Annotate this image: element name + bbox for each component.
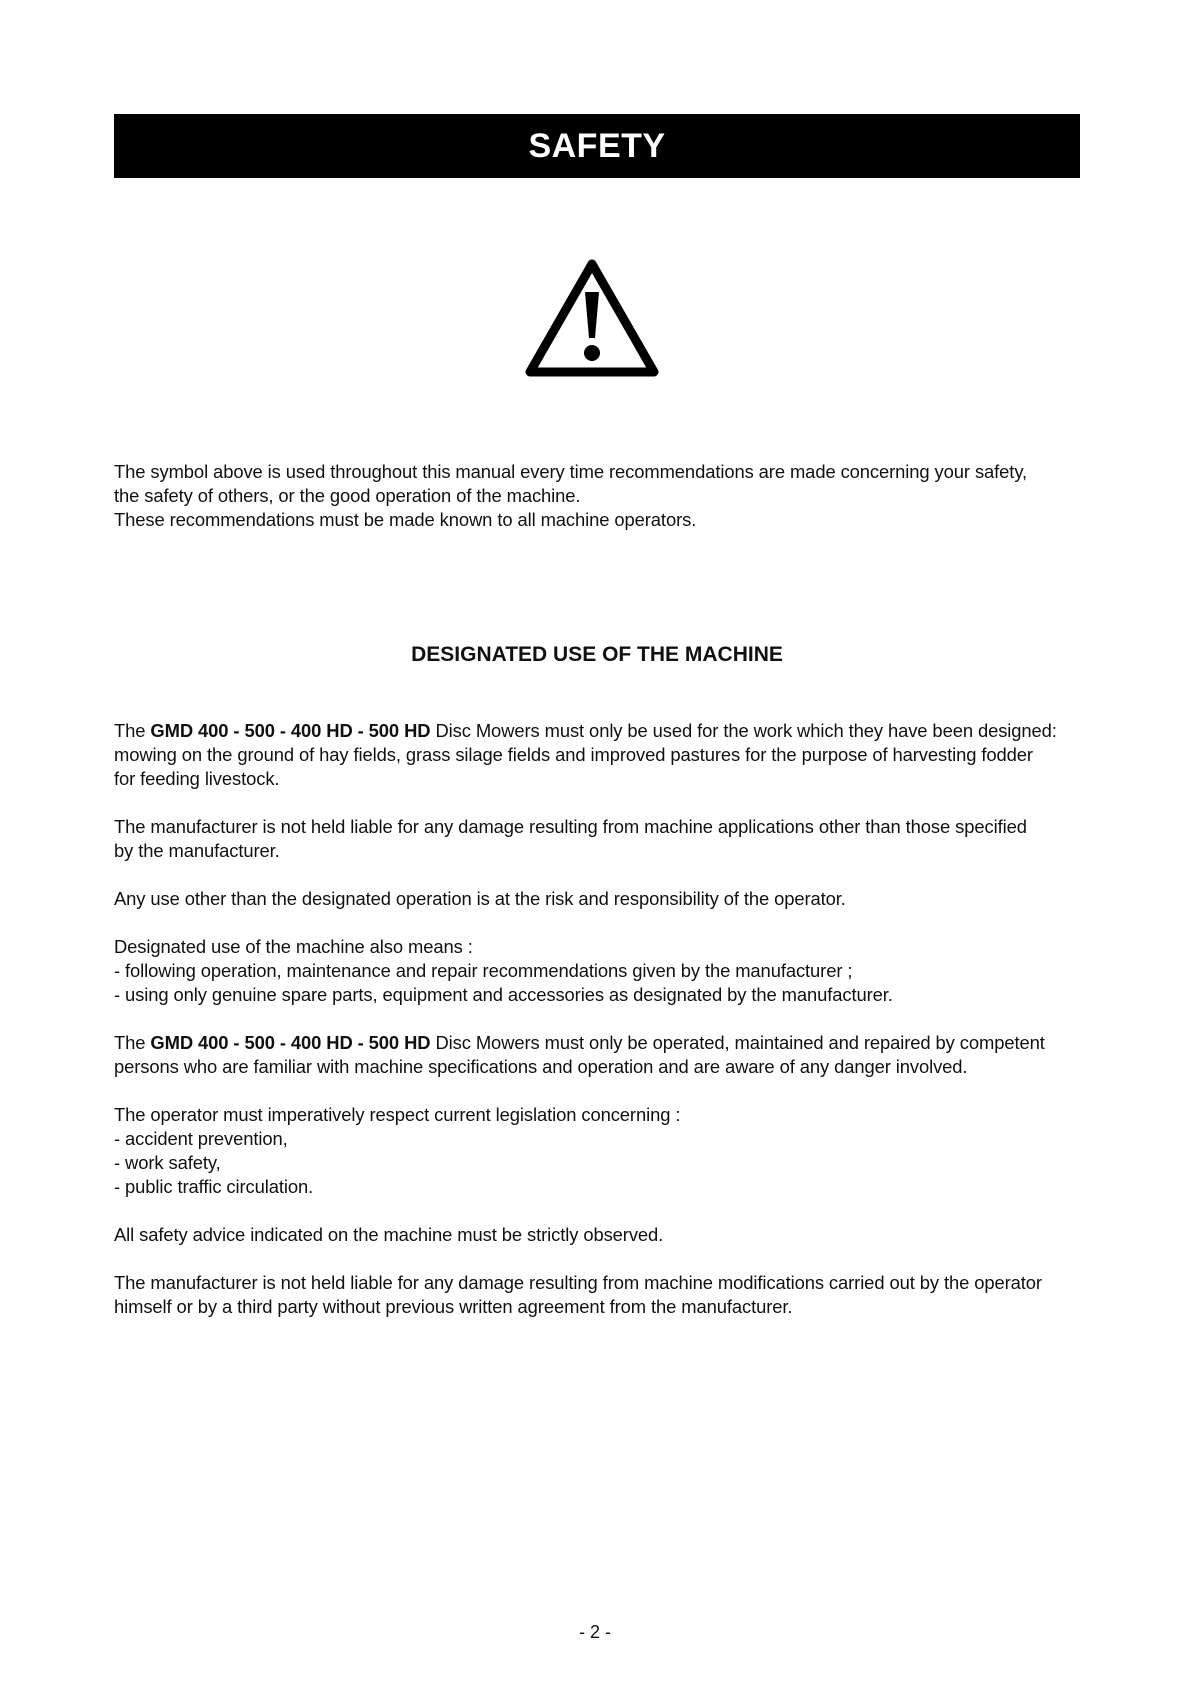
- lead-text: The: [114, 1032, 151, 1053]
- paragraph-line: mowing on the ground of hay fields, grass silage fields and improved pastures for the purpose of harvesting fodder: [114, 744, 1033, 765]
- list-item: - work safety,: [114, 1152, 221, 1173]
- intro-line: The symbol above is used throughout this manual every time recommendations are made concerning your safety,: [114, 461, 1028, 482]
- modifications-paragraph: [114, 1271, 1084, 1319]
- paragraph-line: [114, 1031, 1084, 1055]
- page-number: - 2 -: [578, 1622, 611, 1642]
- paragraph-line: for feeding livestock.: [114, 768, 280, 789]
- safety-advice-paragraph: [114, 1223, 1084, 1247]
- model-names: GMD 400 - 500 - 400 HD - 500 HD: [150, 1032, 431, 1053]
- intro-line: These recommendations must be made known to all machine operators.: [114, 509, 697, 530]
- paragraph-line: The manufacturer is not held liable for any damage resulting from machine applications other than those specified: [114, 816, 1027, 837]
- paragraph-line: The operator must imperatively respect current legislation concerning :: [114, 1104, 681, 1125]
- paragraph-line: persons who are familiar with machine specifications and operation and are aware of any danger involved.: [114, 1056, 968, 1077]
- list-item: - using only genuine spare parts, equipment and accessories as designated by the manufacturer.: [114, 984, 893, 1005]
- warning-triangle-icon: [522, 256, 662, 380]
- list-item: - accident prevention,: [114, 1128, 288, 1149]
- paragraph-line: All safety advice indicated on the machine must be strictly observed.: [114, 1224, 664, 1245]
- page-title: SAFETY: [528, 126, 666, 165]
- intro-paragraph: [114, 460, 1084, 532]
- designated-use-means-paragraph: [114, 935, 1084, 1007]
- legislation-paragraph: [114, 1103, 1084, 1199]
- paragraph-line: [114, 719, 1084, 743]
- lead-text: The: [114, 720, 151, 741]
- section-heading: DESIGNATED USE OF THE MACHINE: [411, 643, 783, 666]
- section-title-banner: [114, 114, 1080, 178]
- paragraph-line: Any use other than the designated operation is at the risk and responsibility of the operator.: [114, 888, 846, 909]
- intro-line: the safety of others, or the good operation of the machine.: [114, 485, 581, 506]
- paragraph-line: Designated use of the machine also means :: [114, 936, 473, 957]
- model-names: GMD 400 - 500 - 400 HD - 500 HD: [150, 720, 431, 741]
- liability-paragraph: [114, 815, 1084, 863]
- line-text: Disc Mowers must only be operated, maintained and repaired by competent: [430, 1032, 1045, 1053]
- line-text: Disc Mowers must only be used for the work which they have been designed:: [430, 720, 1057, 741]
- list-item: - following operation, maintenance and repair recommendations given by the manufacturer ;: [114, 960, 853, 981]
- paragraph-line: The manufacturer is not held liable for any damage resulting from machine modifications carried out by the operator: [114, 1272, 1042, 1293]
- paragraph-line: by the manufacturer.: [114, 840, 280, 861]
- competent-persons-paragraph: [114, 1031, 1084, 1079]
- designated-use-paragraph: [114, 719, 1084, 791]
- list-item: - public traffic circulation.: [114, 1176, 314, 1197]
- risk-paragraph: [114, 887, 1084, 911]
- paragraph-line: himself or by a third party without previous written agreement from the manufacturer.: [114, 1296, 793, 1317]
